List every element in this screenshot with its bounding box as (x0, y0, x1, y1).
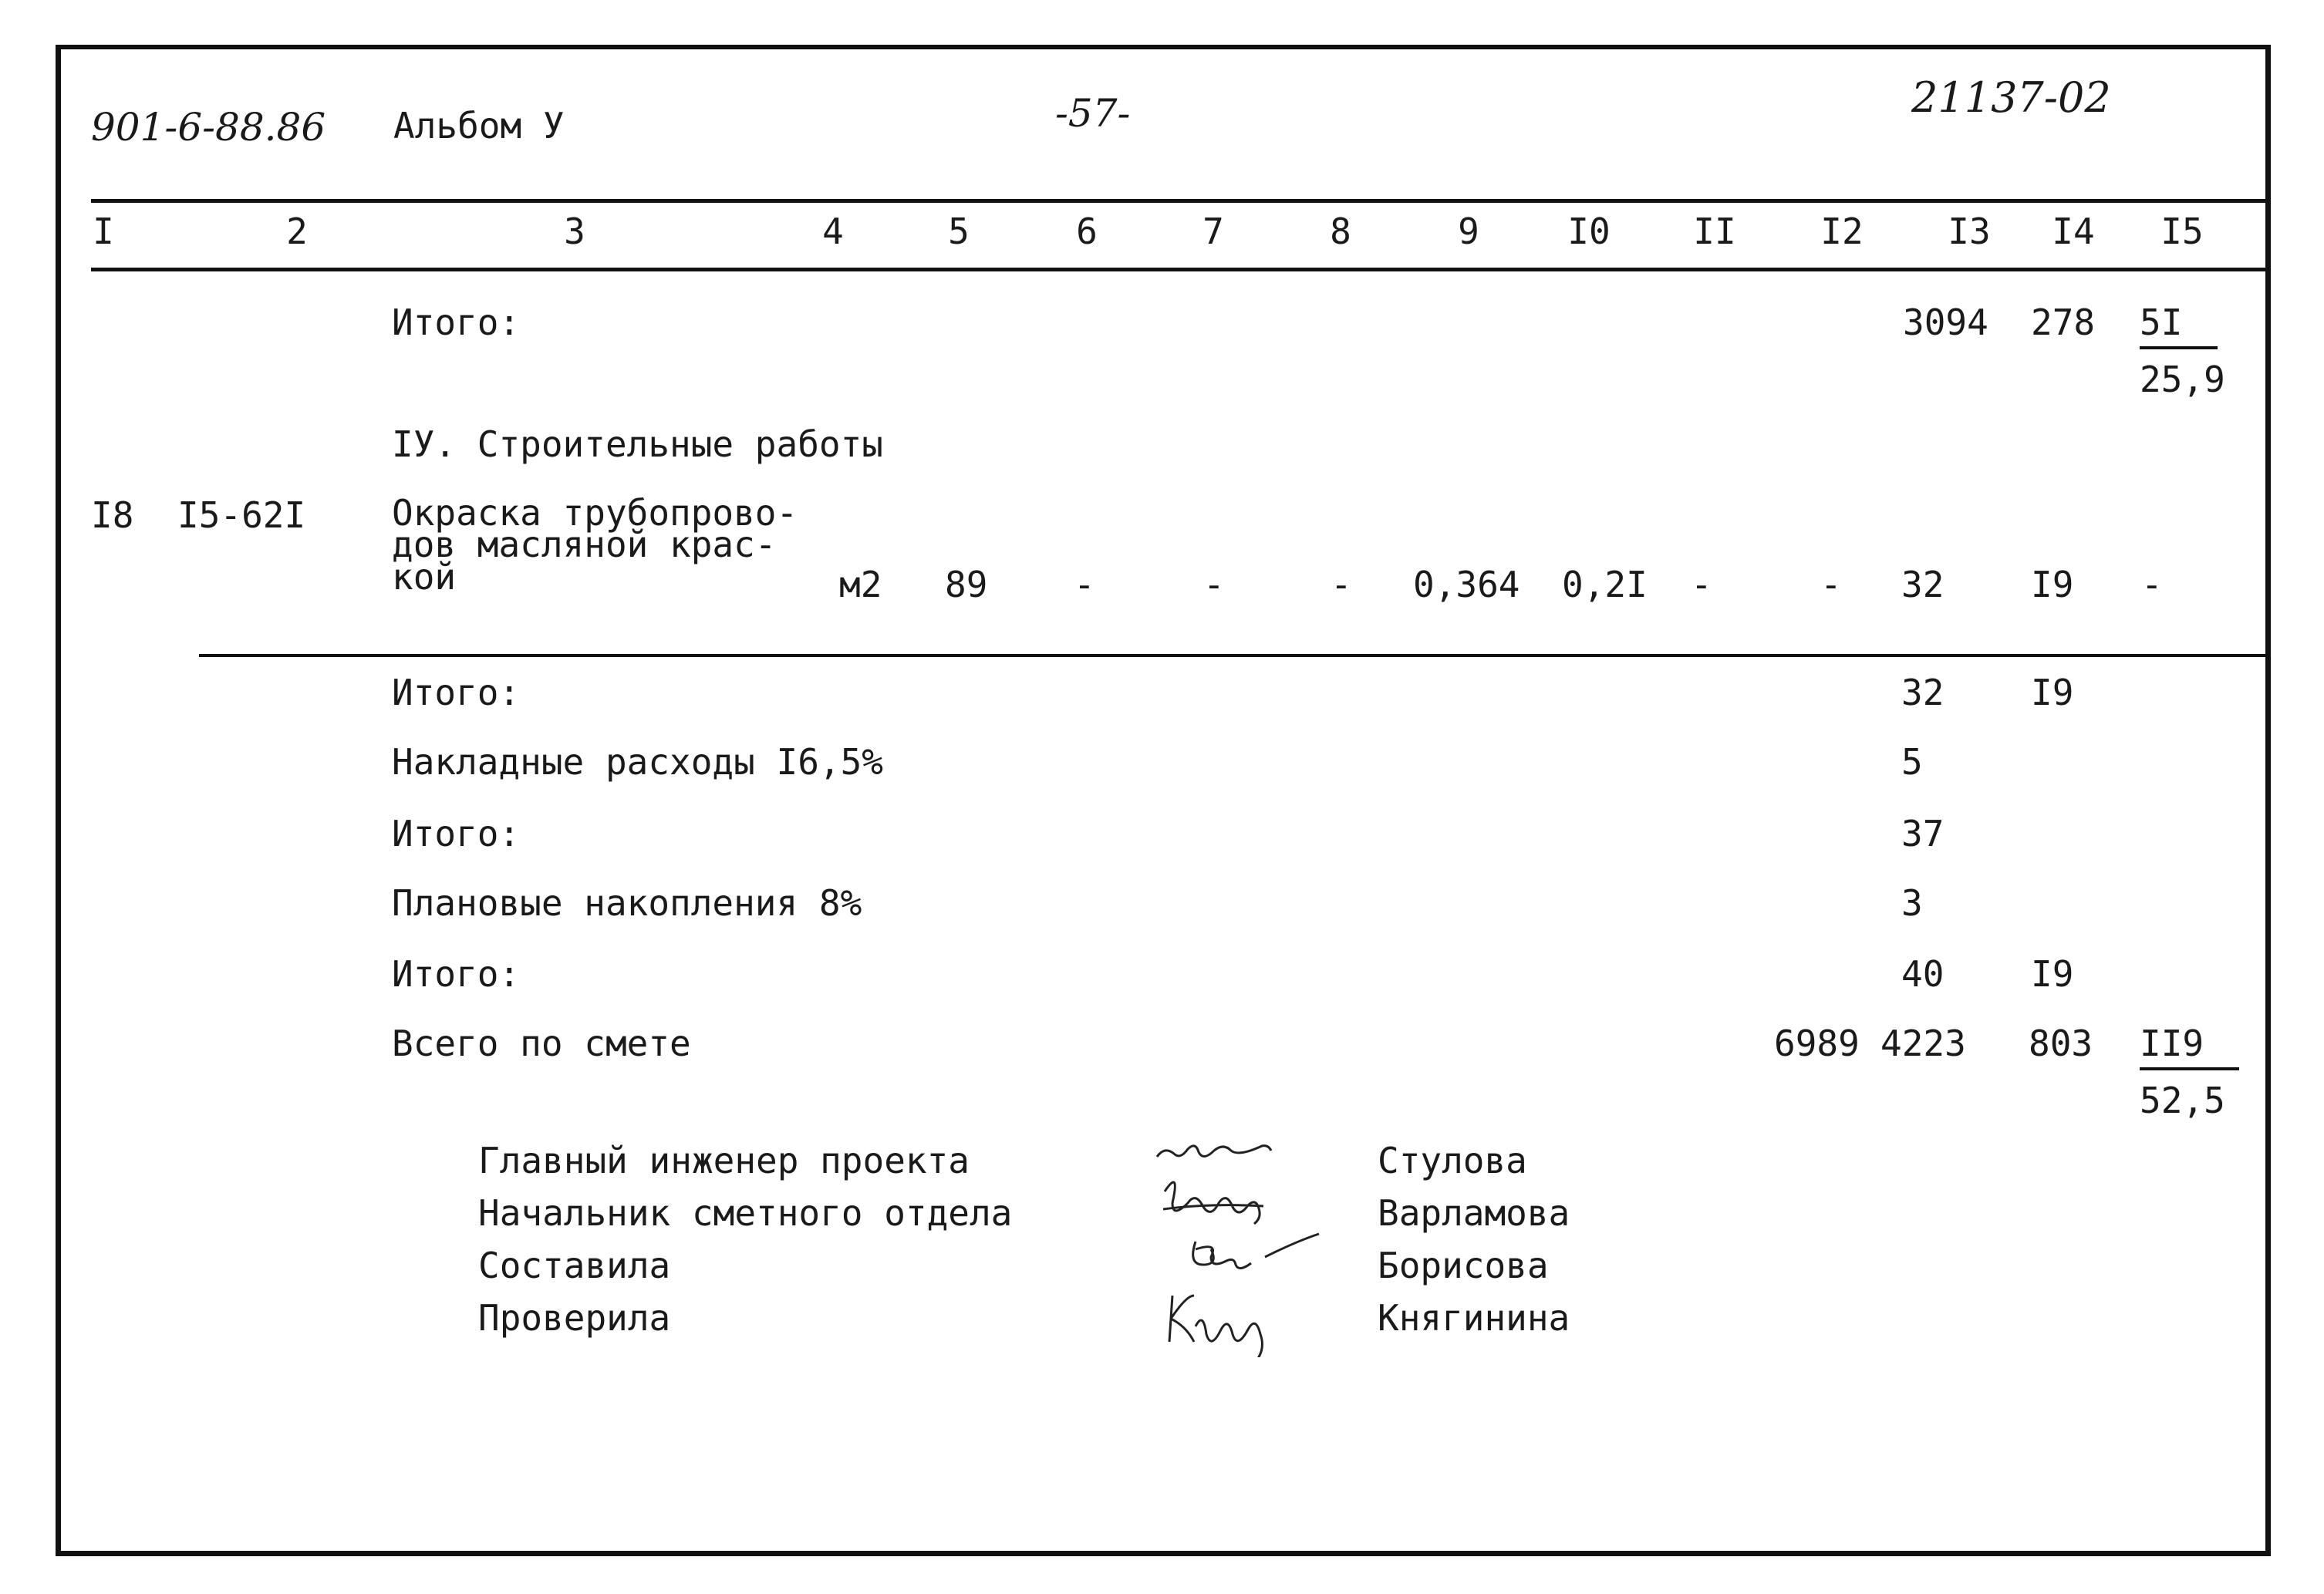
signature-name-1: Стулова (1378, 1140, 1527, 1181)
item-col6: - (1074, 564, 1095, 605)
col-header-12: I2 (1820, 211, 1864, 252)
total3-col13: 40 (1901, 953, 1945, 995)
prev-total-label: Итого: (392, 302, 521, 343)
item-col11: - (1691, 564, 1712, 605)
col-header-5: 5 (948, 211, 970, 252)
col-header-7: 7 (1202, 211, 1224, 252)
total1-col13: 32 (1901, 672, 1945, 713)
signature-role-4: Проверила (478, 1297, 671, 1339)
item-col10: 0,2I (1562, 564, 1648, 605)
grand-total-col15-fraction (2140, 1023, 2239, 1121)
signature-name-4: Княгинина (1378, 1297, 1570, 1339)
signature-role-3: Составила (478, 1245, 671, 1286)
col-header-4: 4 (822, 211, 844, 252)
planned-col13: 3 (1901, 882, 1923, 924)
total3-label: Итого: (392, 953, 521, 995)
grand-total-col13: 4223 (1880, 1023, 1966, 1064)
item-rule (199, 654, 2268, 657)
prev-total-col13: 3094 (1903, 302, 1988, 343)
section-title: IУ. Строительные работы (392, 423, 883, 465)
col-header-8: 8 (1330, 211, 1351, 252)
overhead-label: Накладные расходы I6,5% (392, 741, 883, 783)
item-name (392, 492, 798, 598)
item-col9: 0,364 (1413, 564, 1520, 605)
signature-name-2: Варламова (1378, 1192, 1570, 1234)
grand-total-col14: 803 (2029, 1023, 2093, 1064)
planned-label: Плановые накопления 8% (392, 882, 862, 924)
signature-knyaginina (1169, 1296, 1262, 1357)
signature-varlamova (1163, 1182, 1263, 1224)
item-col15: - (2141, 564, 2163, 605)
prev-total-col15-fraction (2140, 302, 2225, 400)
handwritten-signatures (1149, 1126, 1381, 1357)
page-number: -57- (1055, 91, 1131, 136)
overhead-col13: 5 (1901, 741, 1923, 783)
signature-role-1: Главный инженер проекта (478, 1140, 970, 1181)
col-header-2: 2 (286, 211, 308, 252)
item-col7: - (1203, 564, 1225, 605)
grand-total-col15-top: II9 (2140, 1026, 2239, 1070)
col-header-14: I4 (2052, 211, 2095, 252)
item-col12: - (1820, 564, 1842, 605)
col-header-13: I3 (1948, 211, 1991, 252)
item-code: I5-62I (177, 494, 306, 536)
signature-borisova (1193, 1234, 1319, 1269)
item-col14: I9 (2031, 564, 2074, 605)
signature-stulova (1157, 1146, 1271, 1157)
col-header-10: I0 (1567, 211, 1611, 252)
col-header-15: I5 (2160, 211, 2204, 252)
item-name-line-3: кой (392, 555, 457, 598)
item-col8: - (1331, 564, 1352, 605)
prev-total-col14: 278 (2031, 302, 2096, 343)
album-label: Альбом У (393, 105, 565, 147)
col-header-1: I (93, 211, 114, 252)
signature-role-2: Начальник сметного отдела (478, 1192, 1013, 1234)
signature-name-3: Борисова (1378, 1245, 1549, 1286)
item-name-line-1: Окраска трубопрово- (392, 492, 798, 534)
total1-col14: I9 (2031, 672, 2074, 713)
header-top-rule (91, 199, 2268, 203)
col-header-6: 6 (1076, 211, 1098, 252)
item-name-line-2: дов масляной крас- (392, 524, 777, 566)
col-header-9: 9 (1458, 211, 1479, 252)
archive-number: 21137-02 (1911, 73, 2111, 122)
total1-label: Итого: (392, 672, 521, 713)
prev-total-col15-bottom: 25,9 (2140, 359, 2225, 400)
header-bottom-rule (91, 268, 2268, 271)
item-unit: м2 (839, 564, 882, 605)
total2-label: Итого: (392, 813, 521, 854)
total3-col14: I9 (2031, 953, 2074, 995)
grand-total-label: Всего по смете (392, 1023, 691, 1064)
total2-col13: 37 (1901, 813, 1945, 854)
doc-code: 901-6-88.86 (91, 105, 326, 150)
item-col13: 32 (1901, 564, 1945, 605)
grand-total-col15-bottom: 52,5 (2140, 1080, 2225, 1121)
col-header-3: 3 (564, 211, 585, 252)
grand-total-col12: 6989 (1774, 1023, 1860, 1064)
item-col5: 89 (945, 564, 988, 605)
prev-total-col15-top: 5I (2140, 305, 2218, 349)
item-number: I8 (91, 494, 134, 536)
col-header-11: II (1693, 211, 1736, 252)
